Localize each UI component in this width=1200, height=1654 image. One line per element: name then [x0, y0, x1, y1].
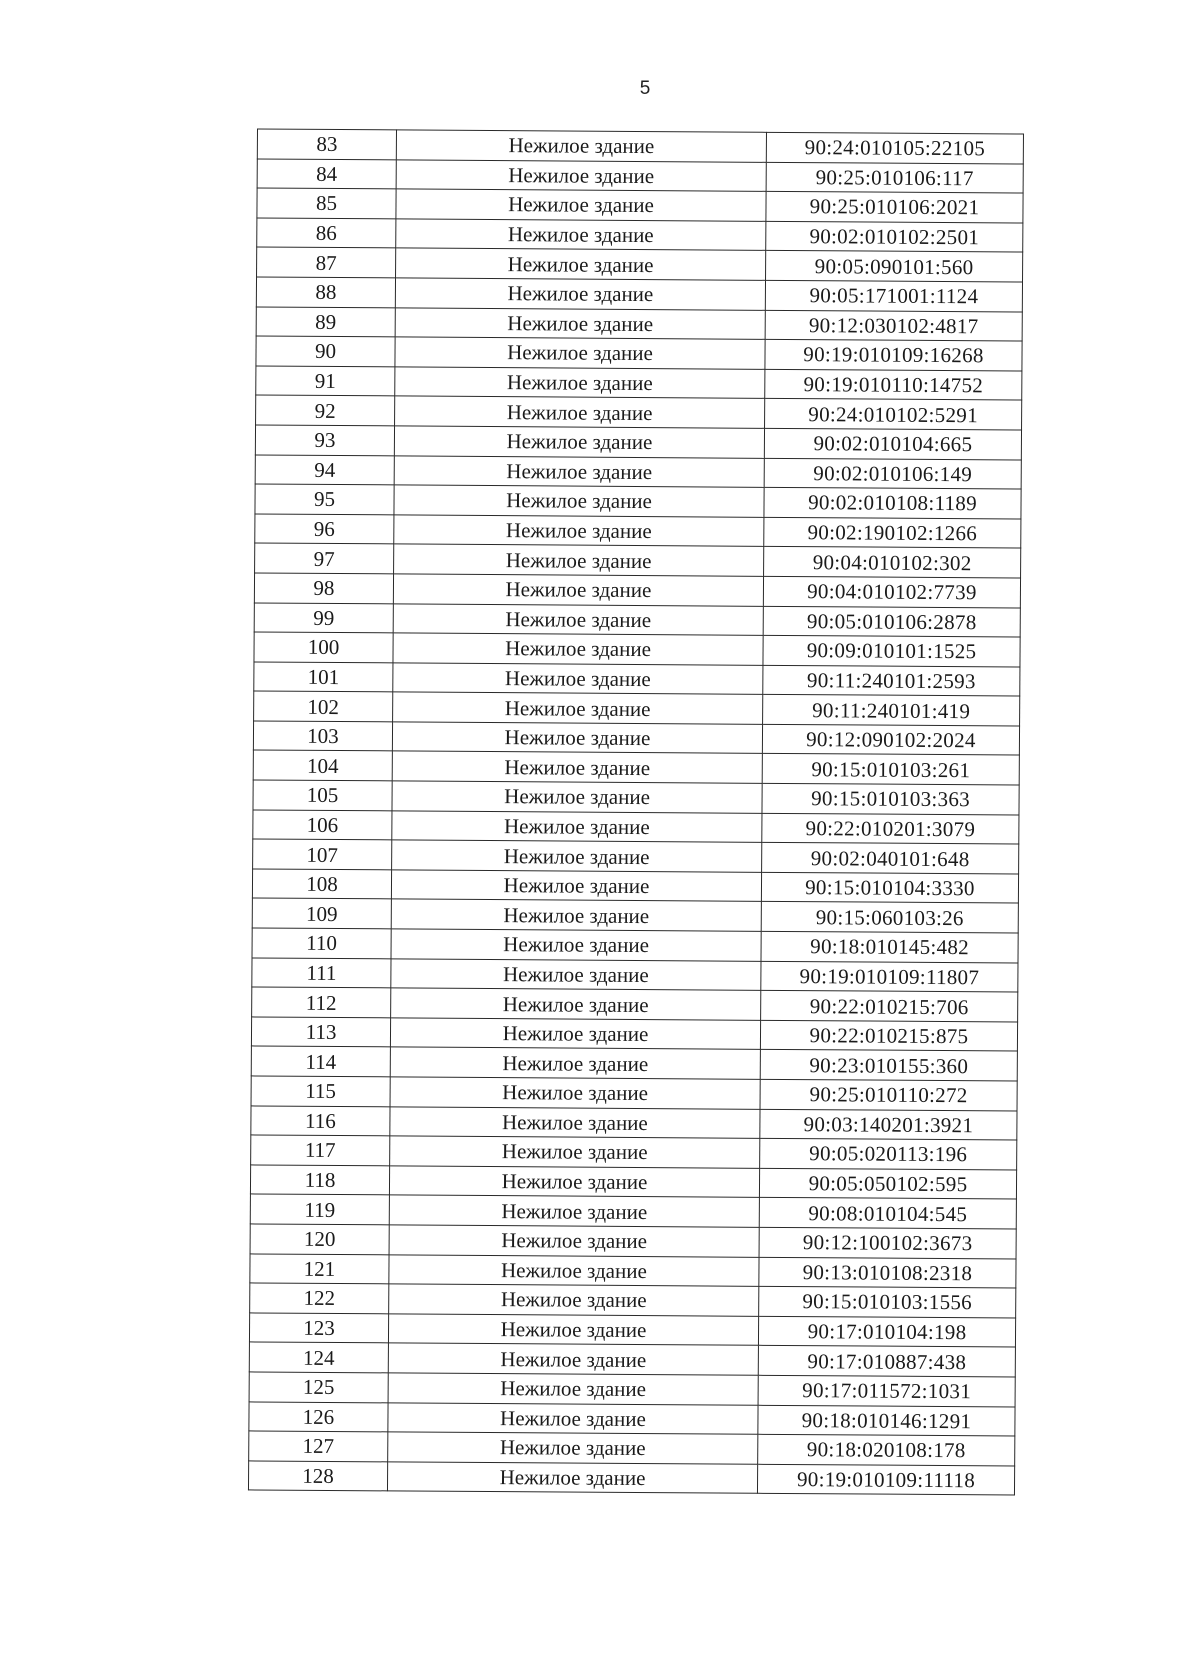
cadastral-number-cell: 90:11:240101:419 — [763, 695, 1020, 726]
cadastral-number-cell: 90:11:240101:2593 — [763, 665, 1020, 696]
cadastral-number-cell: 90:15:010104:3330 — [761, 872, 1018, 903]
object-type-cell: Нежилое здание — [387, 1462, 757, 1494]
cadastral-number-cell: 90:09:010101:1525 — [763, 635, 1020, 666]
row-number-cell: 110 — [252, 928, 391, 959]
cadastral-number-cell: 90:05:171001:1124 — [765, 280, 1022, 311]
cadastral-number-cell: 90:17:011572:1031 — [758, 1375, 1015, 1406]
row-number-cell: 96 — [255, 514, 394, 545]
cadastral-number-cell: 90:19:010109:11807 — [761, 961, 1018, 992]
object-type-cell: Нежилое здание — [388, 1432, 758, 1464]
row-number-cell: 99 — [254, 602, 393, 633]
row-number-cell: 128 — [248, 1461, 387, 1492]
cadastral-number-cell: 90:05:010106:2878 — [763, 606, 1020, 637]
cadastral-number-cell: 90:12:030102:4817 — [765, 310, 1022, 341]
row-number-cell: 123 — [249, 1313, 388, 1344]
object-type-cell: Нежилое здание — [389, 1225, 759, 1257]
cadastral-number-cell: 90:02:010106:149 — [764, 458, 1021, 489]
row-number-cell: 120 — [250, 1224, 389, 1255]
row-number-cell: 105 — [253, 780, 392, 811]
cadastral-number-cell: 90:23:010155:360 — [760, 1050, 1017, 1081]
row-number-cell: 113 — [251, 1017, 390, 1048]
cadastral-number-cell: 90:22:010201:3079 — [762, 813, 1019, 844]
row-number-cell: 122 — [250, 1283, 389, 1314]
cadastral-number-cell: 90:12:100102:3673 — [759, 1227, 1016, 1258]
cadastral-number-cell: 90:19:010110:14752 — [765, 369, 1022, 400]
cadastral-number-cell: 90:17:010887:438 — [758, 1346, 1015, 1377]
row-number-cell: 102 — [254, 691, 393, 722]
row-number-cell: 103 — [253, 721, 392, 752]
page-number: 5 — [639, 78, 651, 99]
cadastral-number-cell: 90:02:040101:648 — [762, 843, 1019, 874]
cadastral-number-cell: 90:04:010102:7739 — [763, 576, 1020, 607]
object-type-cell: Нежилое здание — [390, 1106, 760, 1138]
row-number-cell: 127 — [249, 1431, 388, 1462]
object-type-cell: Нежилое здание — [396, 219, 766, 251]
cadastral-number-cell: 90:02:010104:665 — [764, 428, 1021, 459]
cadastral-number-cell: 90:05:020113:196 — [760, 1139, 1017, 1170]
row-number-cell: 95 — [255, 484, 394, 515]
row-number-cell: 86 — [257, 218, 396, 249]
object-type-cell: Нежилое здание — [389, 1195, 759, 1227]
object-type-cell: Нежилое здание — [391, 988, 761, 1020]
object-type-cell: Нежилое здание — [393, 574, 763, 606]
cadastral-number-cell: 90:15:010103:261 — [762, 754, 1019, 785]
object-type-cell: Нежилое здание — [388, 1343, 758, 1375]
object-type-cell: Нежилое здание — [390, 1136, 760, 1168]
property-table — [248, 128, 1024, 1495]
cadastral-number-cell: 90:17:010104:198 — [758, 1316, 1015, 1347]
cadastral-number-cell: 90:05:090101:560 — [766, 251, 1023, 282]
row-number-cell: 114 — [251, 1046, 390, 1077]
row-number-cell: 124 — [249, 1342, 388, 1373]
object-type-cell: Нежилое здание — [392, 722, 762, 754]
row-number-cell: 93 — [255, 425, 394, 456]
cadastral-number-cell: 90:15:010103:1556 — [759, 1286, 1016, 1317]
row-number-cell: 119 — [250, 1194, 389, 1225]
cadastral-number-cell: 90:24:010102:5291 — [765, 399, 1022, 430]
cadastral-number-cell: 90:19:010109:11118 — [757, 1464, 1014, 1495]
object-type-cell: Нежилое здание — [394, 544, 764, 576]
row-number-cell: 115 — [251, 1076, 390, 1107]
row-number-cell: 126 — [249, 1401, 388, 1432]
object-type-cell: Нежилое здание — [388, 1314, 758, 1346]
object-type-cell: Нежилое здание — [388, 1402, 758, 1434]
cadastral-number-cell: 90:18:010146:1291 — [758, 1405, 1015, 1436]
row-number-cell: 88 — [256, 277, 395, 308]
row-number-cell: 83 — [257, 129, 396, 160]
row-number-cell: 101 — [254, 662, 393, 693]
row-number-cell: 90 — [256, 336, 395, 367]
object-type-cell: Нежилое здание — [395, 307, 765, 339]
property-table-body — [248, 129, 1023, 1495]
cadastral-number-cell: 90:25:010106:117 — [766, 162, 1023, 193]
row-number-cell: 89 — [256, 307, 395, 338]
row-number-cell: 116 — [251, 1106, 390, 1137]
cadastral-number-cell: 90:24:010105:22105 — [766, 132, 1023, 163]
object-type-cell: Нежилое здание — [396, 159, 766, 191]
cadastral-number-cell: 90:25:010106:2021 — [766, 192, 1023, 223]
object-type-cell: Нежилое здание — [389, 1284, 759, 1316]
object-type-cell: Нежилое здание — [394, 485, 764, 517]
object-type-cell: Нежилое здание — [395, 337, 765, 369]
cadastral-number-cell: 90:13:010108:2318 — [759, 1257, 1016, 1288]
row-number-cell: 97 — [255, 543, 394, 574]
cadastral-number-cell: 90:02:010108:1189 — [764, 487, 1021, 518]
row-number-cell: 121 — [250, 1253, 389, 1284]
object-type-cell: Нежилое здание — [393, 603, 763, 635]
object-type-cell: Нежилое здание — [392, 781, 762, 813]
cadastral-number-cell: 90:12:090102:2024 — [762, 724, 1019, 755]
object-type-cell: Нежилое здание — [393, 692, 763, 724]
object-type-cell: Нежилое здание — [390, 1047, 760, 1079]
row-number-cell: 106 — [253, 810, 392, 841]
row-number-cell: 125 — [249, 1372, 388, 1403]
object-type-cell: Нежилое здание — [388, 1373, 758, 1405]
cadastral-number-cell: 90:22:010215:706 — [761, 991, 1018, 1022]
row-number-cell: 87 — [257, 247, 396, 278]
cadastral-number-cell: 90:19:010109:16268 — [765, 339, 1022, 370]
object-type-cell: Нежилое здание — [391, 899, 761, 931]
object-type-cell: Нежилое здание — [393, 633, 763, 665]
cadastral-number-cell: 90:03:140201:3921 — [760, 1109, 1017, 1140]
object-type-cell: Нежилое здание — [392, 751, 762, 783]
row-number-cell: 85 — [257, 188, 396, 219]
row-number-cell: 98 — [254, 573, 393, 604]
row-number-cell: 112 — [252, 987, 391, 1018]
cadastral-number-cell: 90:02:010102:2501 — [766, 221, 1023, 252]
object-type-cell: Нежилое здание — [390, 1077, 760, 1109]
cadastral-number-cell: 90:05:050102:595 — [759, 1168, 1016, 1199]
row-number-cell: 92 — [256, 395, 395, 426]
object-type-cell: Нежилое здание — [392, 811, 762, 843]
row-number-cell: 117 — [251, 1135, 390, 1166]
object-type-cell: Нежилое здание — [391, 958, 761, 990]
object-type-cell: Нежилое здание — [394, 515, 764, 547]
object-type-cell: Нежилое здание — [395, 396, 765, 428]
object-type-cell: Нежилое здание — [391, 929, 761, 961]
object-type-cell: Нежилое здание — [396, 189, 766, 221]
table-row — [248, 1461, 1014, 1496]
cadastral-number-cell: 90:15:060103:26 — [761, 902, 1018, 933]
object-type-cell: Нежилое здание — [396, 248, 766, 280]
row-number-cell: 100 — [254, 632, 393, 663]
cadastral-number-cell: 90:04:010102:302 — [764, 547, 1021, 578]
row-number-cell: 91 — [256, 366, 395, 397]
object-type-cell: Нежилое здание — [389, 1254, 759, 1286]
object-type-cell: Нежилое здание — [392, 840, 762, 872]
object-type-cell: Нежилое здание — [390, 1018, 760, 1050]
row-number-cell: 84 — [257, 159, 396, 190]
object-type-cell: Нежилое здание — [394, 426, 764, 458]
cadastral-number-cell: 90:18:020108:178 — [758, 1434, 1015, 1465]
cadastral-number-cell: 90:22:010215:875 — [760, 1020, 1017, 1051]
row-number-cell: 108 — [252, 869, 391, 900]
object-type-cell: Нежилое здание — [391, 870, 761, 902]
row-number-cell: 118 — [250, 1165, 389, 1196]
cadastral-number-cell: 90:02:190102:1266 — [764, 517, 1021, 548]
cadastral-number-cell: 90:18:010145:482 — [761, 931, 1018, 962]
object-type-cell: Нежилое здание — [394, 455, 764, 487]
row-number-cell: 104 — [253, 750, 392, 781]
row-number-cell: 111 — [252, 958, 391, 989]
object-type-cell: Нежилое здание — [396, 130, 766, 162]
cadastral-number-cell: 90:25:010110:272 — [760, 1079, 1017, 1110]
cadastral-number-cell: 90:15:010103:363 — [762, 783, 1019, 814]
cadastral-number-cell: 90:08:010104:545 — [759, 1198, 1016, 1229]
row-number-cell: 109 — [252, 898, 391, 929]
object-type-cell: Нежилое здание — [395, 367, 765, 399]
row-number-cell: 94 — [255, 454, 394, 485]
object-type-cell: Нежилое здание — [389, 1166, 759, 1198]
object-type-cell: Нежилое здание — [393, 663, 763, 695]
row-number-cell: 107 — [253, 839, 392, 870]
object-type-cell: Нежилое здание — [395, 278, 765, 310]
